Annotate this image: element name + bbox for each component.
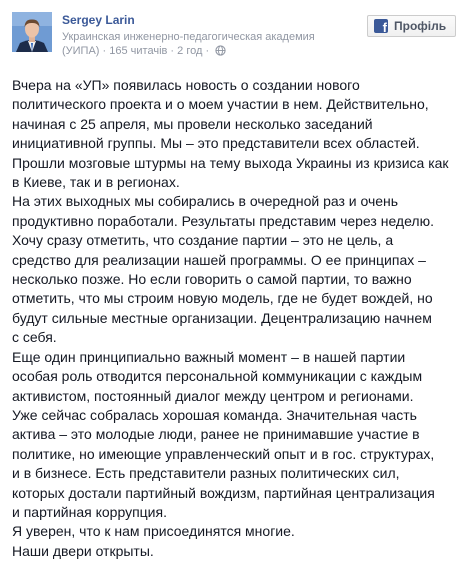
- post-text-line: Наши двери открыты.: [12, 542, 154, 559]
- post-text-line: и партийная коррупция.: [12, 503, 167, 520]
- author-affiliation-abbr: (УИПА): [62, 45, 100, 57]
- post-text: [12, 76, 458, 561]
- meta-separator: ·: [170, 45, 175, 57]
- author-avatar[interactable]: [12, 12, 52, 52]
- author-affiliation: Украинская инженерно-педагогическая академия: [62, 31, 315, 43]
- post-header: [0, 0, 464, 64]
- post-text-line: начиная с 25 апреля, мы провели несколько заседаний: [12, 115, 373, 132]
- post-text-line: несколько позже. Но если говорить о самой партии, то важно: [12, 271, 412, 288]
- post-text-line: особая роль отводится персональной коммуникации с каждым: [12, 368, 423, 385]
- meta-separator: ·: [102, 45, 107, 57]
- post-text-line: Прошли мозговые штурмы на тему выхода Украины из кризиса как: [12, 154, 449, 171]
- post-text-line: которых достали партийный вождизм, партийная централизация: [12, 484, 435, 501]
- globe-icon[interactable]: [215, 45, 226, 56]
- post-text-line: и в бизнесе. Есть представители разных политических сил,: [12, 465, 400, 482]
- post-text-line: с себя.: [12, 329, 57, 346]
- post-text-line: средство для реализации нашей программы. О ее принципах –: [12, 251, 426, 268]
- author-name[interactable]: Sergey Larin: [62, 13, 135, 27]
- readers-count[interactable]: 165 читачів: [109, 45, 168, 57]
- user-avatar-icon: [12, 12, 52, 52]
- meta-separator: ·: [205, 45, 210, 57]
- post-text-line: отметить, что мы строим новую модель, где не будет вождей, но: [12, 290, 433, 307]
- post-text-line: Уже сейчас собралась хорошая команда. Значительная часть: [12, 406, 417, 423]
- post-text-line: в Киеве, так и в регионах.: [12, 174, 180, 191]
- post-timestamp[interactable]: 2 год: [177, 45, 203, 57]
- facebook-icon: f: [374, 19, 388, 33]
- post-meta: [62, 44, 226, 58]
- post-text-line: Еще один принципиально важный момент – в нашей партии: [12, 348, 406, 365]
- post-text-line: будут сильные местные организации. Децентрализацию начнем: [12, 309, 432, 326]
- post-text-line: Я уверен, что к нам присоединятся многие.: [12, 523, 295, 540]
- post-text-line: активистом, постоянный диалог между центром и регионами.: [12, 387, 414, 404]
- post-text-line: На этих выходных мы собирались в очередной раз и очень: [12, 193, 399, 210]
- profile-button-label: Профіль: [394, 19, 447, 33]
- post-text-line: продуктивно поработали. Результаты представим через неделю.: [12, 212, 434, 229]
- post-text-line: Вчера на «УП» появилась новость о создании нового: [12, 77, 360, 93]
- profile-button[interactable]: [367, 15, 456, 37]
- post-text-line: инициативной группы. Мы – это представители всех областей.: [12, 135, 420, 152]
- post-text-line: политике, но имеющие управленческий опыт и в гос. структурах,: [12, 445, 435, 462]
- post-text-line: политического проекта и о моем участии в нем. Действительно,: [12, 96, 429, 113]
- post-text-line: Хочу сразу отметить, что создание партии – это не цель, а: [12, 232, 394, 249]
- post-text-line: актива – это молодые люди, ранее не принимавшие участие в: [12, 426, 420, 443]
